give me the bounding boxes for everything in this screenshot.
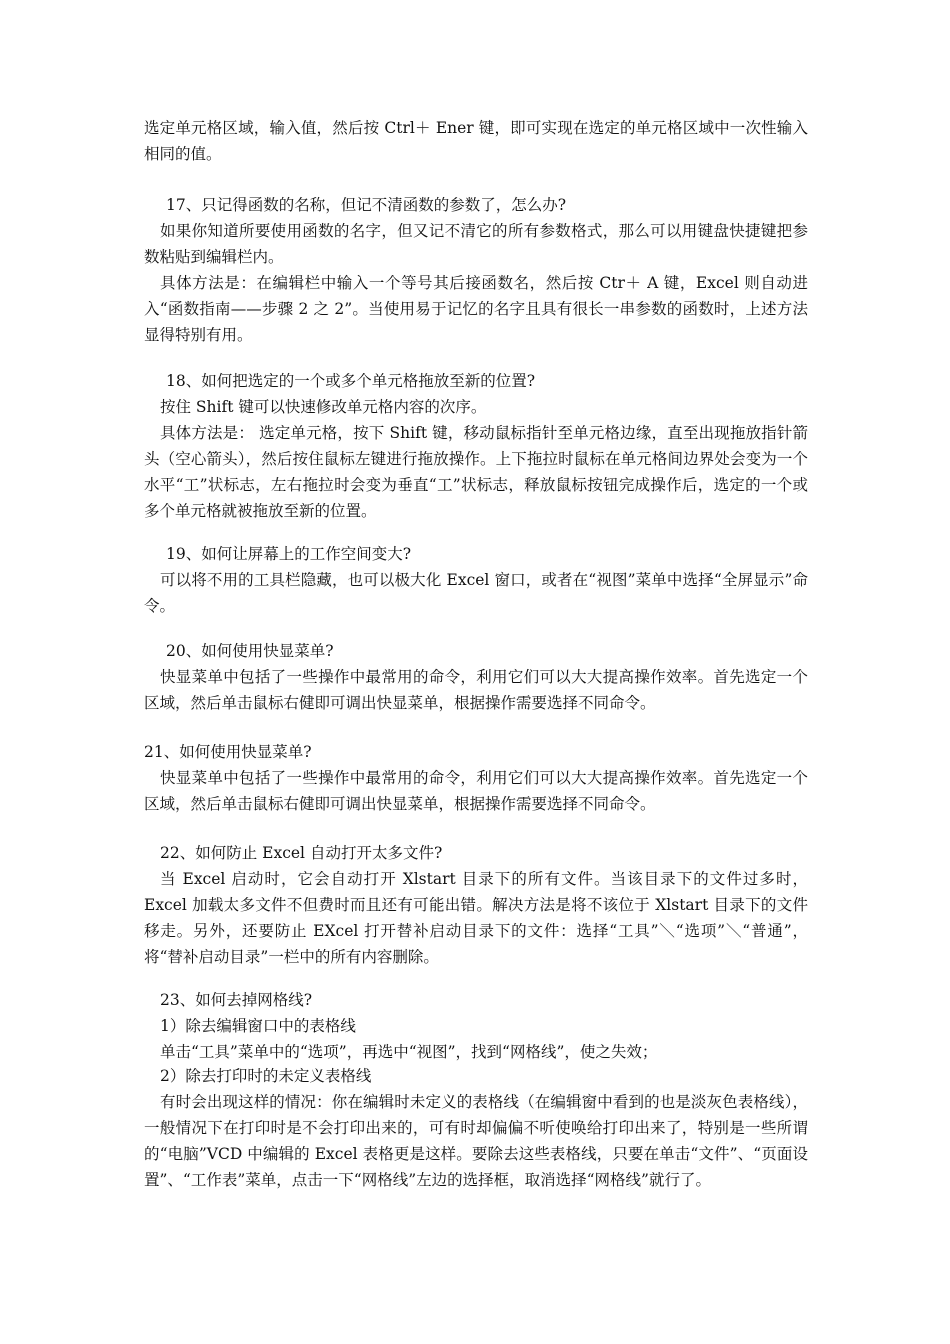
paragraph-17-b: 具体方法是：在编辑栏中输入一个等号其后接函数名，然后按 Ctr＋ A 键，Excel 则自动进入“函数指南——步骤 2 之 2”。当使用易于记忆的名字且具有很长一串参数的函数时，上述方法显得特别有用。 bbox=[144, 274, 808, 344]
paragraph-18-b: 具体方法是： 选定单元格，按下 Shift 键，移动鼠标指针至单元格边缘，直至出现拖放指针箭头（空心箭头），然后按住鼠标左键进行拖放操作。上下拖拉时鼠标在单元格间边界处会变为一个水平“工”状标志，左右拖拉时会变为垂直“工”状标志，释放鼠标按钮完成操作后，选定的一个或多个单元格就被拖放至新的位置。 bbox=[144, 424, 808, 520]
paragraph-intro: 选定单元格区域，输入值，然后按 Ctrl＋ Ener 键，即可实现在选定的单元格区域中一次性输入相同的值。 bbox=[144, 119, 808, 163]
paragraph-19: 可以将不用的工具栏隐藏，也可以极大化 Excel 窗口，或者在“视图”菜单中选择“全屏显示”命令。 bbox=[144, 571, 808, 615]
paragraph-17-a: 如果你知道所要使用函数的名字，但又记不清它的所有参数格式，那么可以用键盘快捷键把参数粘贴到编辑栏内。 bbox=[144, 222, 808, 266]
paragraph-22: 当 Excel 启动时，它会自动打开 Xlstart 目录下的所有文件。当该目录下的文件过多时，Excel 加载太多文件不但费时而且还有可能出错。解决方法是将不该位于 Xlstart 目录下的文件移走。另外，还要防止 EXcel 打开替补启动目录下的文件：选择“工具”＼“选项”＼“普通”，将“替补启动目录”一栏中的所有内容删除。 bbox=[144, 870, 808, 966]
heading-20: 20、如何使用快显菜单? bbox=[166, 642, 334, 660]
heading-23: 23、如何去掉网格线? bbox=[160, 991, 313, 1009]
heading-18: 18、如何把选定的一个或多个单元格拖放至新的位置? bbox=[166, 372, 536, 390]
heading-19: 19、如何让屏幕上的工作空间变大? bbox=[166, 545, 412, 563]
paragraph-20: 快显菜单中包括了一些操作中最常用的命令，利用它们可以大大提高操作效率。首先选定一个区域，然后单击鼠标右健即可调出快显菜单，根据操作需要选择不同命令。 bbox=[144, 668, 808, 712]
heading-21: 21、如何使用快显菜单? bbox=[144, 743, 312, 761]
heading-22: 22、如何防止 Excel 自动打开太多文件? bbox=[160, 844, 443, 862]
paragraph-18-a: 按住 Shift 键可以快速修改单元格内容的次序。 bbox=[160, 398, 487, 416]
paragraph-21: 快显菜单中包括了一些操作中最常用的命令，利用它们可以大大提高操作效率。首先选定一个区域，然后单击鼠标右健即可调出快显菜单，根据操作需要选择不同命令。 bbox=[144, 769, 808, 813]
paragraph-23-b: 单击“工具”菜单中的“选项”，再选中“视图”，找到“网格线”，使之失效； bbox=[160, 1043, 658, 1061]
paragraph-23-c: 2）除去打印时的未定义表格线 bbox=[160, 1067, 372, 1085]
heading-17: 17、只记得函数的名称，但记不清函数的参数了，怎么办? bbox=[166, 196, 567, 214]
paragraph-23-a: 1）除去编辑窗口中的表格线 bbox=[160, 1017, 356, 1035]
paragraph-23-d: 有时会出现这样的情况：你在编辑时未定义的表格线（在编辑窗中看到的也是淡灰色表格线），一般情况下在打印时是不会打印出来的，可有时却偏偏不听使唤给打印出来了，特别是一些所谓的“电脑”VCD 中编辑的 Excel 表格更是这样。要除去这些表格线，只要在单击“文件”、“页面设置”、“工作表”菜单，点击一下“网格线”左边的选择框，取消选择“网格线”就行了。 bbox=[144, 1093, 808, 1189]
